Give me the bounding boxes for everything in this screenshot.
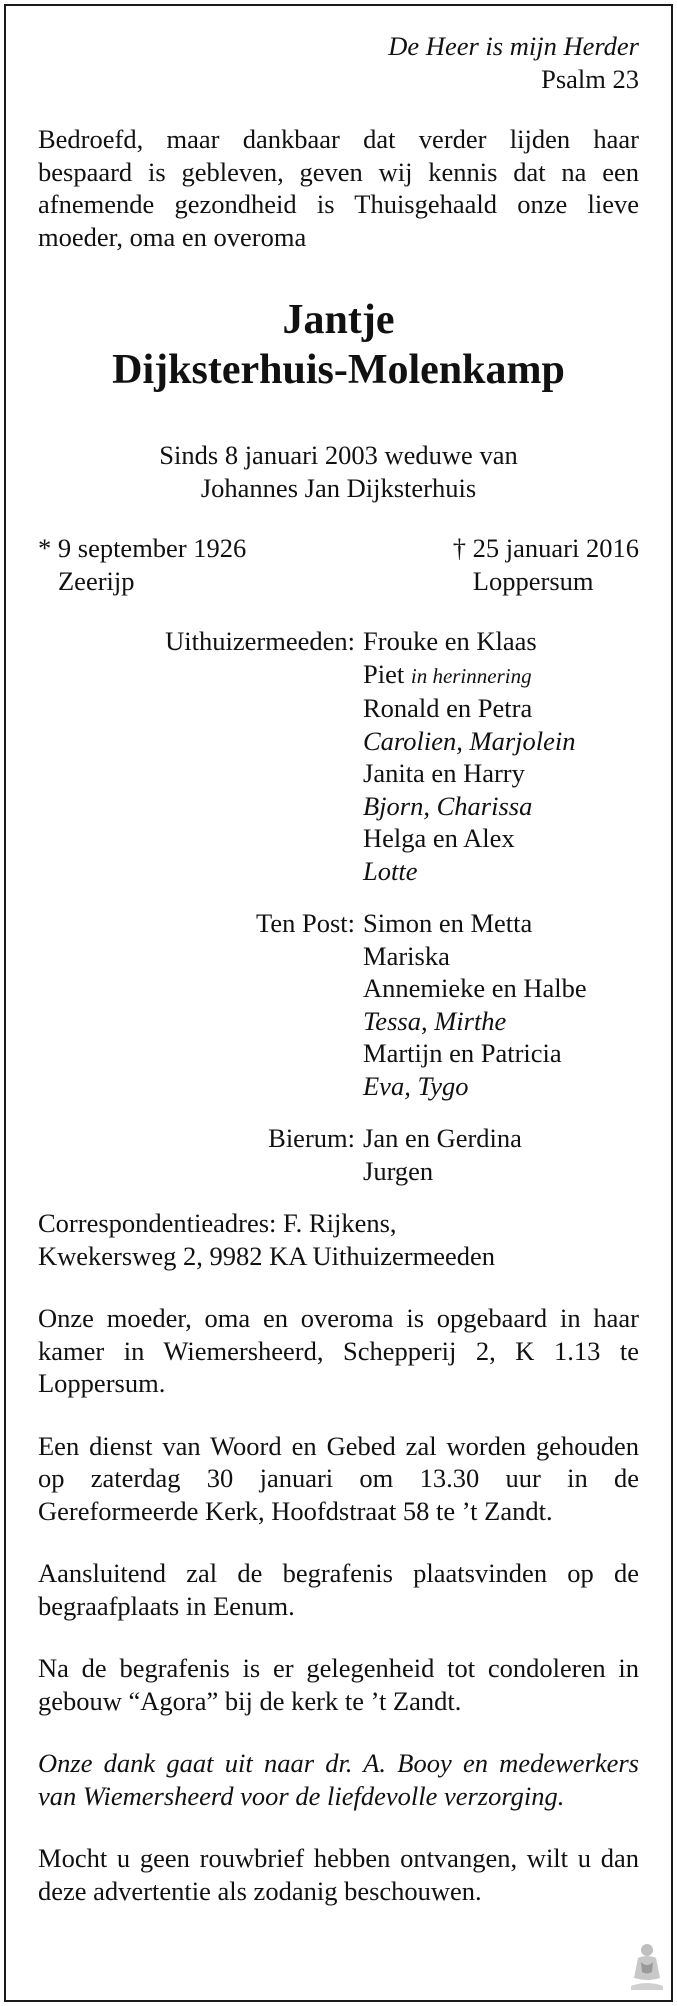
birth-info [38, 532, 246, 597]
widow-line-1: Sinds 8 januari 2003 weduwe van [159, 440, 518, 470]
thanks-paragraph: Onze dank gaat uit naar dr. A. Booy en medewerkers van Wiemersheerd voor de liefdevolle verzorging. [38, 1748, 639, 1811]
family-member [363, 658, 575, 693]
correspondence-address [38, 1207, 639, 1272]
member-name: Piet [363, 658, 405, 689]
family-member-children: Bjorn, Charissa [363, 790, 533, 821]
family-member-children: Lotte [363, 855, 418, 886]
family-member: Jurgen [363, 1155, 434, 1186]
family-members [363, 625, 575, 887]
death-place: Loppersum [472, 565, 594, 596]
family-members [363, 907, 587, 1102]
family-group-label: Bierum: [268, 1123, 355, 1153]
correspondence-line-2: Kwekersweg 2, 9982 KA Uithuizermeeden [38, 1240, 495, 1271]
family-list [38, 625, 639, 1187]
family-member: Jan en Gerdina [363, 1123, 522, 1153]
death-notice [38, 30, 639, 1907]
family-member-children: Eva, Tygo [363, 1070, 469, 1101]
viewing-paragraph: Onze moeder, oma en overoma is opgebaard in haar kamer in Wiemersheerd, Schepperij 2, K 1.13 te Loppersum. [38, 1303, 639, 1398]
family-member: Mariska [363, 940, 450, 971]
deceased-surname: Dijksterhuis-Molenkamp [112, 347, 565, 393]
closing-paragraph: Mocht u geen rouwbrief hebben ontvangen, wilt u dan deze advertentie als zodanig beschouwen. [38, 1843, 639, 1906]
family-member: Helga en Alex [363, 823, 515, 853]
intro-text: Bedroefd, maar dankbaar dat verder lijden haar bespaard is gebleven, geven wij kennis dat na een afnemende gezondheid is Thuisgehaald onze lieve moeder, oma en overoma [38, 124, 639, 252]
family-member: Martijn en Patricia [363, 1038, 562, 1068]
birth-place: Zeerijp [58, 565, 135, 596]
memorial-figure-icon [627, 1942, 667, 1992]
family-group-bierum [38, 1122, 639, 1187]
family-member: Ronald en Petra [363, 693, 533, 723]
burial-paragraph: Aansluitend zal de begrafenis plaatsvinden op de begraafplaats in Eenum. [38, 1558, 639, 1621]
family-member-children: Carolien, Marjolein [363, 725, 576, 756]
motto-text: De Heer is mijn Herder [388, 31, 639, 61]
death-date: † 25 januari 2016 [452, 533, 639, 563]
correspondence-line-1: Correspondentieadres: F. Rijkens, [38, 1208, 397, 1238]
service-paragraph: Een dienst van Woord en Gebed zal worden gehouden op zaterdag 30 januari om 13.30 uur in de Gereformeerde Kerk, Hoofdstraat 58 te ’t Zandt. [38, 1430, 639, 1526]
family-group-uithuizermeeden [38, 625, 639, 887]
family-group-label: Uithuizermeeden: [165, 626, 355, 656]
family-member: Frouke en Klaas [363, 626, 537, 656]
life-dates [38, 532, 639, 597]
birth-date: * 9 september 1926 [38, 533, 247, 563]
family-members [363, 1122, 522, 1187]
death-info [453, 532, 639, 597]
deceased-name [38, 295, 639, 395]
motto-reference: Psalm 23 [541, 63, 639, 94]
family-member: Annemieke en Halbe [363, 973, 587, 1003]
member-note: in herinnering [410, 663, 532, 688]
condolence-paragraph: Na de begrafenis is er gelegenheid tot condoleren in gebouw “Agora” bij de kerk te ’t Zandt. [38, 1653, 639, 1716]
family-group-tenpost [38, 907, 639, 1102]
motto [38, 30, 639, 95]
family-member: Simon en Metta [363, 908, 533, 938]
family-member-children: Tessa, Mirthe [363, 1005, 507, 1036]
deceased-first-name: Jantje [282, 297, 395, 343]
family-member: Janita en Harry [363, 758, 525, 788]
family-group-label: Ten Post: [256, 908, 355, 938]
widow-info [38, 439, 639, 504]
widow-line-2: Johannes Jan Dijksterhuis [200, 472, 477, 503]
